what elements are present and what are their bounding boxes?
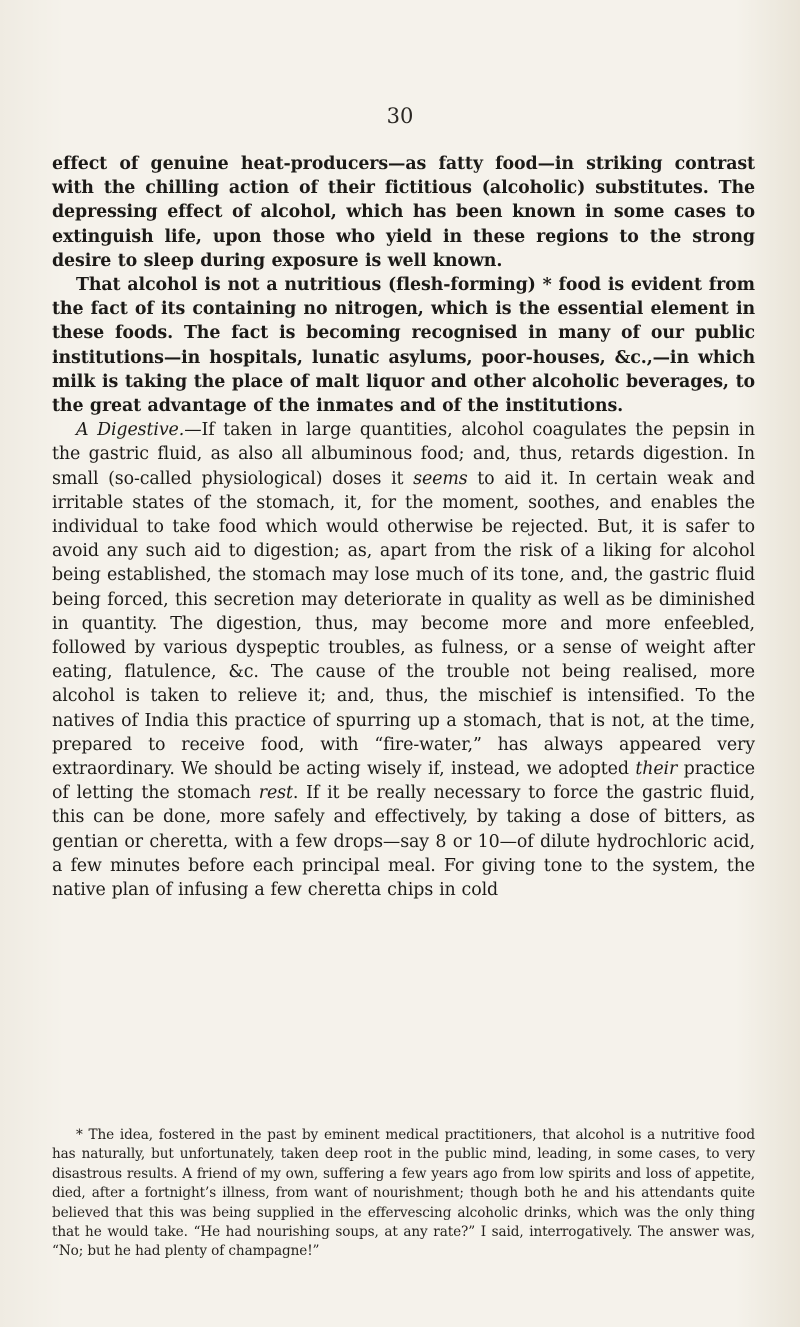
footnote-block [52, 1126, 755, 1262]
digestive-text-2: to aid it. In certain weak and irritable states of the stomach, it, for the moment, soothes, and enables the individual to take food which would otherwise be rejected. But, it is safer to avoid any such aid to digestion; as, apart from the risk of a liking for alcohol being established, the stomach may lose much of its tone, and, the gastric fluid being forced, this secretion may deteriorate in quality as well as be diminished in quantity. The digestion, thus, may become more and more enfeebled, followed by various dyspeptic troubles, as fulness, or a sense of weight after eating, flatulence, &c. The cause of the trouble not being realised, more alcohol is taken to relieve it; and, thus, the mischief is intensified. To the natives of India this practice of spurring up a stomach, that is not, at the time, prepared to receive food, with “fire-water,” has always appeared very extraordinary. We should be acting wisely if, instead, we adopted [52, 468, 755, 780]
digestive-text-3: practice of letting the stomach [52, 759, 756, 804]
body-text [52, 152, 755, 902]
emphasis-seems: seems [413, 468, 468, 489]
section-heading-digestive: A Digestive. [76, 420, 185, 441]
paragraph-continuation: effect of genuine heat-producers—as fatty food—in striking contrast with the chilling action of their fictitious (alcoholic) substitutes. The depressing effect of alcohol, which has been known in some cases to extinguish life, upon those who yield in these regions to the strong desire to sleep during exposure is well known. [52, 154, 755, 271]
page-number: 30 [386, 104, 414, 128]
emphasis-their: their [635, 759, 678, 780]
emphasis-rest: rest [258, 783, 293, 804]
paragraph-digestive [52, 418, 755, 902]
digestive-text-1: —If taken in large quantities, alcohol coagulates the pepsin in the gastric fluid, as also all albuminous food; and, thus, retards digestion. In small (so-called physiological) doses it [52, 420, 755, 489]
digestive-text-4: . If it be really necessary to force the gastric fluid, this can be done, more safely and effectively, by taking a dose of bitters, as gentian or cheretta, with a few drops—say 8 or 10—of dilute hydrochloric acid, a few minutes before each principal meal. For giving tone to the system, the native plan of infusing a few cheretta chips in cold [52, 783, 756, 901]
footnote: * The idea, fostered in the past by eminent medical practitioners, that alcohol is a nutritive food has naturally, but unfortunately, taken deep root in the public mind, leading, in some cases, to very disastrous results. A friend of my own, suffering a few years ago from low spirits and loss of appetite, died, after a fortnight’s illness, from want of nourishment; though both he and his attendants quite believed that this was being supplied in the effervescing alcoholic drinks, which was the only thing that he would take. “He had nourishing soups, at any rate?” I said, interrogatively. The answer was, “No; but he had plenty of champagne!” [52, 1127, 755, 1260]
paragraph-nutrition: That alcohol is not a nutritious (flesh-forming) * food is evident from the fact of its containing no nitrogen, which is the essential element in these foods. The fact is becoming recognised in many of our public institutions—in hospitals, lunatic asylums, poor-houses, &c.,—in which milk is taking the place of malt liquor and other alcoholic beverages, to the great advantage of the inmates and of the institutions. [52, 275, 755, 417]
